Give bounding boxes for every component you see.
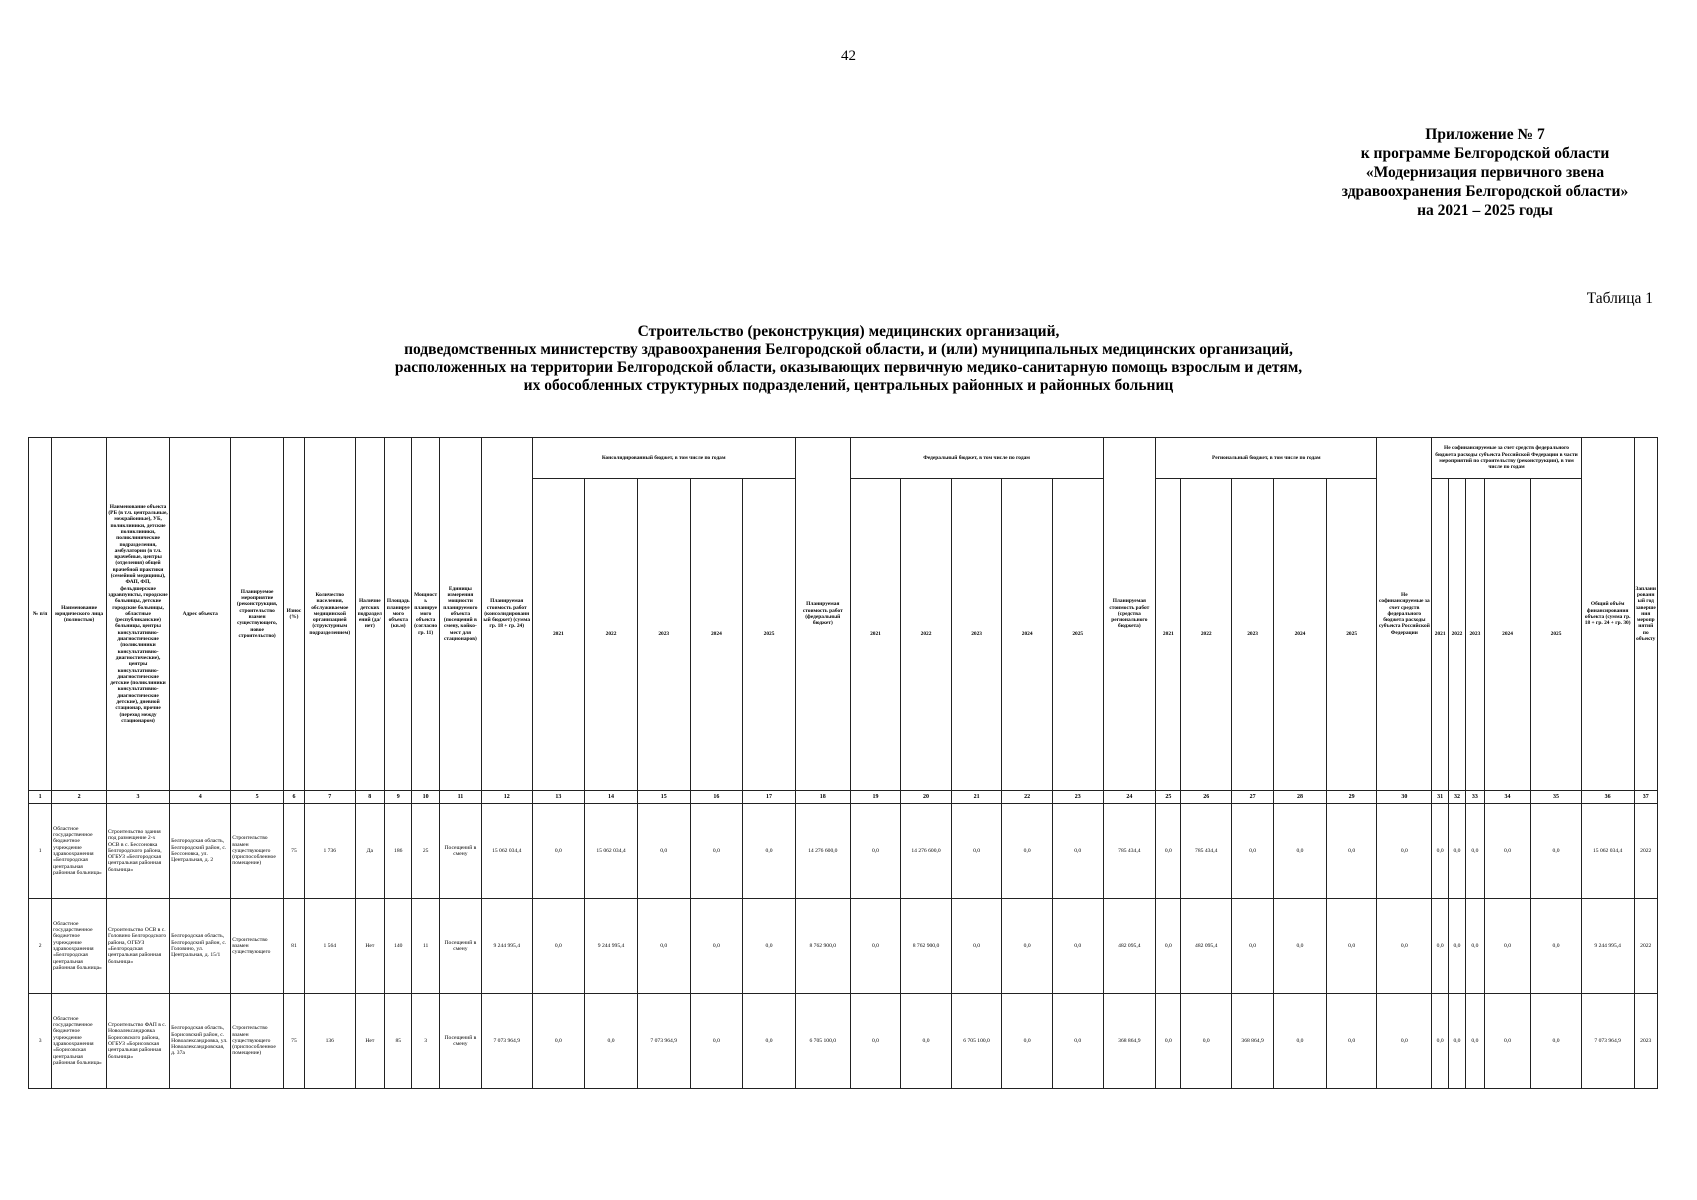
table-cell-c12: 7 073 964,9 — [481, 994, 532, 1089]
header-group-federal: Федеральный бюджет, в том числе по годам — [850, 438, 1103, 479]
column-number-cell: 16 — [690, 791, 743, 804]
table-cell-children: Нет — [355, 994, 385, 1089]
table-cell-object: Строительство ФАП в с. Новоалександровка Борисовского района, ОГБУЗ «Борисовская центральная районная больница» — [106, 994, 169, 1089]
table-cell-org: Областное государственное бюджетное учреждение здравоохранения «Борисовская центральная районная больница» — [52, 994, 107, 1089]
column-number-cell: 21 — [951, 791, 1002, 804]
table-cell-c28: 0,0 — [1274, 804, 1327, 899]
header-group-consolidated: Консолидированный бюджет, в том числе по годам — [532, 438, 795, 479]
table-cell-population: 1 736 — [304, 804, 355, 899]
table-cell-c17: 0,0 — [743, 994, 796, 1089]
column-number-cell: 11 — [439, 791, 481, 804]
table-cell-c32: 0,0 — [1449, 899, 1466, 994]
year-cell: 2021 — [532, 479, 585, 791]
table-cell-unit: Посещений в смену — [439, 994, 481, 1089]
header-row — [29, 438, 1658, 479]
column-number-cell: 20 — [901, 791, 952, 804]
table-cell-c35: 0,0 — [1531, 994, 1582, 1089]
table-cell-c21: 0,0 — [951, 899, 1002, 994]
table-cell-c31: 0,0 — [1432, 899, 1449, 994]
column-number-cell: 29 — [1326, 791, 1377, 804]
header-group-nonfinanced: Не софинансируемые за счет средств федерального бюджета расходы субъекта Российской Федерации в части мероприятий по строительству (реконструкции), в том числе по годам — [1432, 438, 1582, 479]
column-number-cell: 33 — [1465, 791, 1484, 804]
table-cell-population: 1 564 — [304, 899, 355, 994]
table-cell-c12: 9 244 995,4 — [481, 899, 532, 994]
table-row — [29, 994, 1658, 1089]
table-cell-c19: 0,0 — [850, 994, 901, 1089]
table-cell-c27: 0,0 — [1232, 804, 1274, 899]
header-cell: Планируемая стоимость работ (средства регионального бюджета) — [1103, 438, 1156, 791]
table-cell-c35: 0,0 — [1531, 899, 1582, 994]
year-cell: 2021 — [1432, 479, 1449, 791]
table-cell-measure: Строительство взамен существующего (приспособленное помещение) — [231, 804, 284, 899]
column-number-cell: 25 — [1156, 791, 1181, 804]
title-line: расположенных на территории Белгородской области, оказывающих первичную медико-санитарную помощь взрослым и детям, — [394, 359, 1303, 376]
table-cell-c35: 0,0 — [1531, 804, 1582, 899]
table-cell-c34: 0,0 — [1484, 994, 1530, 1089]
column-number-cell: 37 — [1634, 791, 1658, 804]
header-cell: Количество населения, обслуживаемое медицинской организацией (структурным подразделением) — [304, 438, 355, 791]
table-cell-c23: 0,0 — [1052, 899, 1103, 994]
column-number-cell: 14 — [585, 791, 638, 804]
column-number-cell: 10 — [412, 791, 439, 804]
table-cell-c16: 0,0 — [690, 804, 743, 899]
column-number-cell: 27 — [1232, 791, 1274, 804]
table-cell-c20: 0,0 — [901, 994, 952, 1089]
year-cell: 2024 — [690, 479, 743, 791]
table-cell-c23: 0,0 — [1052, 994, 1103, 1089]
column-number-cell: 32 — [1449, 791, 1466, 804]
table-cell-c33: 0,0 — [1465, 804, 1484, 899]
table-cell-c27: 0,0 — [1232, 899, 1274, 994]
table-cell-object: Строительство здания под размещение 2-х ОСВ в с. Бессоновка Белгородского района, ОГБУЗ «Белгородская центральная районная больница» — [106, 804, 169, 899]
table-cell-c22: 0,0 — [1002, 899, 1053, 994]
column-number-cell: 5 — [231, 791, 284, 804]
table-cell-c13: 0,0 — [532, 804, 585, 899]
table-cell-children: Да — [355, 804, 385, 899]
year-cell: 2022 — [901, 479, 952, 791]
table-cell-c26: 0,0 — [1181, 994, 1232, 1089]
table-cell-c14: 9 244 995,4 — [585, 899, 638, 994]
table-cell-org: Областное государственное бюджетное учреждение здравоохранения «Белгородская центральная районная больница» — [52, 804, 107, 899]
table-cell-c15: 0,0 — [637, 899, 690, 994]
header-cell: Общий объём финансирования объекта (сумма гр. 18 + гр. 24 + гр. 30) — [1581, 438, 1634, 791]
column-number-cell: 22 — [1002, 791, 1053, 804]
table-cell-c16: 0,0 — [690, 899, 743, 994]
table-cell-c25: 0,0 — [1156, 804, 1181, 899]
table-cell-capacity: 11 — [412, 899, 439, 994]
table-cell-c34: 0,0 — [1484, 899, 1530, 994]
table-cell-c29: 0,0 — [1326, 994, 1377, 1089]
year-cell: 2025 — [1326, 479, 1377, 791]
column-number-cell: 35 — [1531, 791, 1582, 804]
column-number-cell: 19 — [850, 791, 901, 804]
table-cell-address: Белгородская область, Борисовский район, с. Новоалександровка, ул. Новоалександровская, д. 37а — [170, 994, 231, 1089]
column-number-cell: 2 — [52, 791, 107, 804]
column-number-cell: 15 — [637, 791, 690, 804]
table-cell-c37: 2022 — [1634, 804, 1658, 899]
column-number-cell: 6 — [283, 791, 304, 804]
appendix-line: к программе Белгородской области — [1360, 145, 1610, 162]
table-cell-area: 186 — [385, 804, 412, 899]
column-number-cell: 18 — [795, 791, 850, 804]
table-cell-c21: 6 705 100,0 — [951, 994, 1002, 1089]
table-cell-c37: 2022 — [1634, 899, 1658, 994]
year-cell: 2022 — [1181, 479, 1232, 791]
table-cell-c30: 0,0 — [1377, 994, 1432, 1089]
year-cell: 2023 — [637, 479, 690, 791]
table-cell-c30: 0,0 — [1377, 899, 1432, 994]
header-cell: Площадь планируемого объекта (кв.м) — [385, 438, 412, 791]
table-cell-c25: 0,0 — [1156, 899, 1181, 994]
header-cell: Планируемая стоимость работ (федеральный бюджет) — [795, 438, 850, 791]
table-cell-c29: 0,0 — [1326, 899, 1377, 994]
header-cell: Наименование объекта (РБ (в т.ч. центральные, межрайонные), УБ, поликлиники, детские поликлиники, поликлинические подразделения, амбулатории (в т.ч. врачебные, центры (отделения) общей врачебной практики (семейной медицины), ФАП, ФП, фельдшерские здравпункты, городские больницы, детские городские больницы, областные (республиканские) больницы, центры консультативно-диагностические (поликлиники консультативно-диагностические), центры консультативно-диагностические детские (поликлиники консультативно-диагностические детские), дневной стационар, прочие (переход между стационаром) — [106, 438, 169, 791]
table-cell-c32: 0,0 — [1449, 804, 1466, 899]
table-cell-c33: 0,0 — [1465, 899, 1484, 994]
column-number-cell: 28 — [1274, 791, 1327, 804]
header-cell: Не софинансируемые за счет средств федерального бюджета расходы субъекта Российской Федерации — [1377, 438, 1432, 791]
table-cell-measure: Строительство взамен существующего (приспособленное помещение) — [231, 994, 284, 1089]
table-cell-c34: 0,0 — [1484, 804, 1530, 899]
table-cell-c28: 0,0 — [1274, 899, 1327, 994]
year-cell: 2023 — [1232, 479, 1274, 791]
column-number-cell: 7 — [304, 791, 355, 804]
table-cell-area: 85 — [385, 994, 412, 1089]
column-number-cell: 34 — [1484, 791, 1530, 804]
table-cell-c18: 6 705 100,0 — [795, 994, 850, 1089]
year-cell: 2022 — [585, 479, 638, 791]
column-number-cell: 4 — [170, 791, 231, 804]
table-row — [29, 899, 1658, 994]
table-cell-c17: 0,0 — [743, 899, 796, 994]
table-cell-c36: 9 244 995,4 — [1581, 899, 1634, 994]
table-cell-c32: 0,0 — [1449, 994, 1466, 1089]
table-cell-population: 136 — [304, 994, 355, 1089]
table-cell-c36: 15 062 034,4 — [1581, 804, 1634, 899]
table-cell-object: Строительство ОСВ в с. Головино Белгородского района, ОГБУЗ «Белгородская центральная районная больница» — [106, 899, 169, 994]
year-cell: 2021 — [1156, 479, 1181, 791]
header-cell: Планируемая стоимость работ (консолидированный бюджет) (сумма гр. 18 + гр. 24) — [481, 438, 532, 791]
table-cell-c14: 0,0 — [585, 994, 638, 1089]
table-cell-c17: 0,0 — [743, 804, 796, 899]
table-cell-c22: 0,0 — [1002, 804, 1053, 899]
table-cell-c22: 0,0 — [1002, 994, 1053, 1089]
column-number-cell: 9 — [385, 791, 412, 804]
header-cell: Мощность планируемого объекта (согласно гр. 11) — [412, 438, 439, 791]
table-cell-wear: 81 — [283, 899, 304, 994]
year-cell: 2023 — [1465, 479, 1484, 791]
document-title — [0, 323, 1697, 395]
table-cell-n: 2 — [29, 899, 52, 994]
header-cell: Адрес объекта — [170, 438, 231, 791]
table-cell-c24: 482 095,4 — [1103, 899, 1156, 994]
column-number-cell: 3 — [106, 791, 169, 804]
table-cell-area: 140 — [385, 899, 412, 994]
table-cell-c26: 785 434,4 — [1181, 804, 1232, 899]
table-cell-capacity: 3 — [412, 994, 439, 1089]
table-cell-measure: Строительство взамен существующего — [231, 899, 284, 994]
table-cell-c31: 0,0 — [1432, 804, 1449, 899]
table-cell-c24: 368 864,9 — [1103, 994, 1156, 1089]
table-row — [29, 804, 1658, 899]
appendix-line: здравоохранения Белгородской области» — [1341, 183, 1629, 200]
table-cell-c18: 8 762 900,0 — [795, 899, 850, 994]
year-cell: 2024 — [1002, 479, 1053, 791]
table-cell-c19: 0,0 — [850, 899, 901, 994]
page-number: 42 — [841, 48, 856, 64]
table-cell-unit: Посещений в смену — [439, 899, 481, 994]
table-cell-children: Нет — [355, 899, 385, 994]
appendix-line: «Модернизация первичного звена — [1365, 164, 1605, 181]
column-number-cell: 8 — [355, 791, 385, 804]
table-cell-n: 3 — [29, 994, 52, 1089]
table-cell-address: Белгородская область, Белгородский район, с. Бессоновка, ул. Центральная, д. 2 — [170, 804, 231, 899]
table-cell-wear: 75 — [283, 804, 304, 899]
header-cell: Износ (%) — [283, 438, 304, 791]
table-cell-c15: 0,0 — [637, 804, 690, 899]
title-line: подведомственных министерству здравоохранения Белгородской области, и (или) муниципальных медицинских организаций, — [404, 341, 1293, 358]
header-group-regional: Региональный бюджет, в том числе по годам — [1156, 438, 1377, 479]
table-cell-c26: 482 095,4 — [1181, 899, 1232, 994]
table-cell-c21: 0,0 — [951, 804, 1002, 899]
header-cell: Планируемое мероприятие (реконструкция, строительство взамен существующего, новое строительство) — [231, 438, 284, 791]
table-cell-address: Белгородская область, Белгородский район, с. Головино, ул. Центральная, д. 15/1 — [170, 899, 231, 994]
table-cell-c28: 0,0 — [1274, 994, 1327, 1089]
header-cell: № п/п — [29, 438, 52, 791]
year-cell: 2022 — [1449, 479, 1466, 791]
table-cell-c14: 15 062 034,4 — [585, 804, 638, 899]
column-number-cell: 30 — [1377, 791, 1432, 804]
table-cell-c13: 0,0 — [532, 994, 585, 1089]
year-cell: 2023 — [951, 479, 1002, 791]
column-number-row — [29, 791, 1658, 804]
title-line: Строительство (реконструкция) медицинских организаций, — [637, 323, 1060, 340]
table-cell-c36: 7 073 964,9 — [1581, 994, 1634, 1089]
table-cell-c37: 2023 — [1634, 994, 1658, 1089]
table-label: Таблица 1 — [1586, 290, 1653, 307]
table-cell-org: Областное государственное бюджетное учреждение здравоохранения «Белгородская центральная районная больница» — [52, 899, 107, 994]
column-number-cell: 24 — [1103, 791, 1156, 804]
column-number-cell: 36 — [1581, 791, 1634, 804]
appendix-block — [1290, 125, 1680, 220]
column-number-cell: 31 — [1432, 791, 1449, 804]
header-cell: Наличие детских подразделений (да/нет) — [355, 438, 385, 791]
column-number-cell: 12 — [481, 791, 532, 804]
table-cell-c19: 0,0 — [850, 804, 901, 899]
construction-table — [28, 437, 1658, 1089]
table-cell-c23: 0,0 — [1052, 804, 1103, 899]
table-cell-c27: 368 864,9 — [1232, 994, 1274, 1089]
table-cell-c18: 14 276 600,0 — [795, 804, 850, 899]
appendix-line: на 2021 – 2025 годы — [1417, 202, 1553, 219]
year-cell: 2025 — [1531, 479, 1582, 791]
table-cell-capacity: 25 — [412, 804, 439, 899]
year-cell: 2025 — [1052, 479, 1103, 791]
header-cell: Наименование юридического лица (полностью) — [52, 438, 107, 791]
year-cell: 2024 — [1484, 479, 1530, 791]
column-number-cell: 17 — [743, 791, 796, 804]
column-number-cell: 26 — [1181, 791, 1232, 804]
year-cell: 2025 — [743, 479, 796, 791]
table-cell-c12: 15 062 034,4 — [481, 804, 532, 899]
column-number-cell: 1 — [29, 791, 52, 804]
table-cell-wear: 75 — [283, 994, 304, 1089]
header-cell: Запланированный год завершения мероприятий по объекту — [1634, 438, 1658, 791]
table-cell-c20: 14 276 600,0 — [901, 804, 952, 899]
column-number-cell: 23 — [1052, 791, 1103, 804]
table-cell-c16: 0,0 — [690, 994, 743, 1089]
table-cell-c25: 0,0 — [1156, 994, 1181, 1089]
table-cell-c33: 0,0 — [1465, 994, 1484, 1089]
year-cell: 2021 — [850, 479, 901, 791]
table-cell-c24: 785 434,4 — [1103, 804, 1156, 899]
appendix-line: Приложение № 7 — [1425, 126, 1545, 143]
table-cell-c29: 0,0 — [1326, 804, 1377, 899]
table-cell-c31: 0,0 — [1432, 994, 1449, 1089]
table-cell-c13: 0,0 — [532, 899, 585, 994]
table-cell-c20: 8 762 900,0 — [901, 899, 952, 994]
table-cell-c15: 7 073 964,9 — [637, 994, 690, 1089]
table-cell-unit: Посещений в смену — [439, 804, 481, 899]
header-cell: Единицы измерения мощности планируемого объекта (посещений в смену, койко-мест для стационаров) — [439, 438, 481, 791]
table-cell-n: 1 — [29, 804, 52, 899]
table-cell-c30: 0,0 — [1377, 804, 1432, 899]
column-number-cell: 13 — [532, 791, 585, 804]
title-line: их обособленных структурных подразделений, центральных районных и районных больниц — [523, 377, 1174, 394]
year-cell: 2024 — [1274, 479, 1327, 791]
